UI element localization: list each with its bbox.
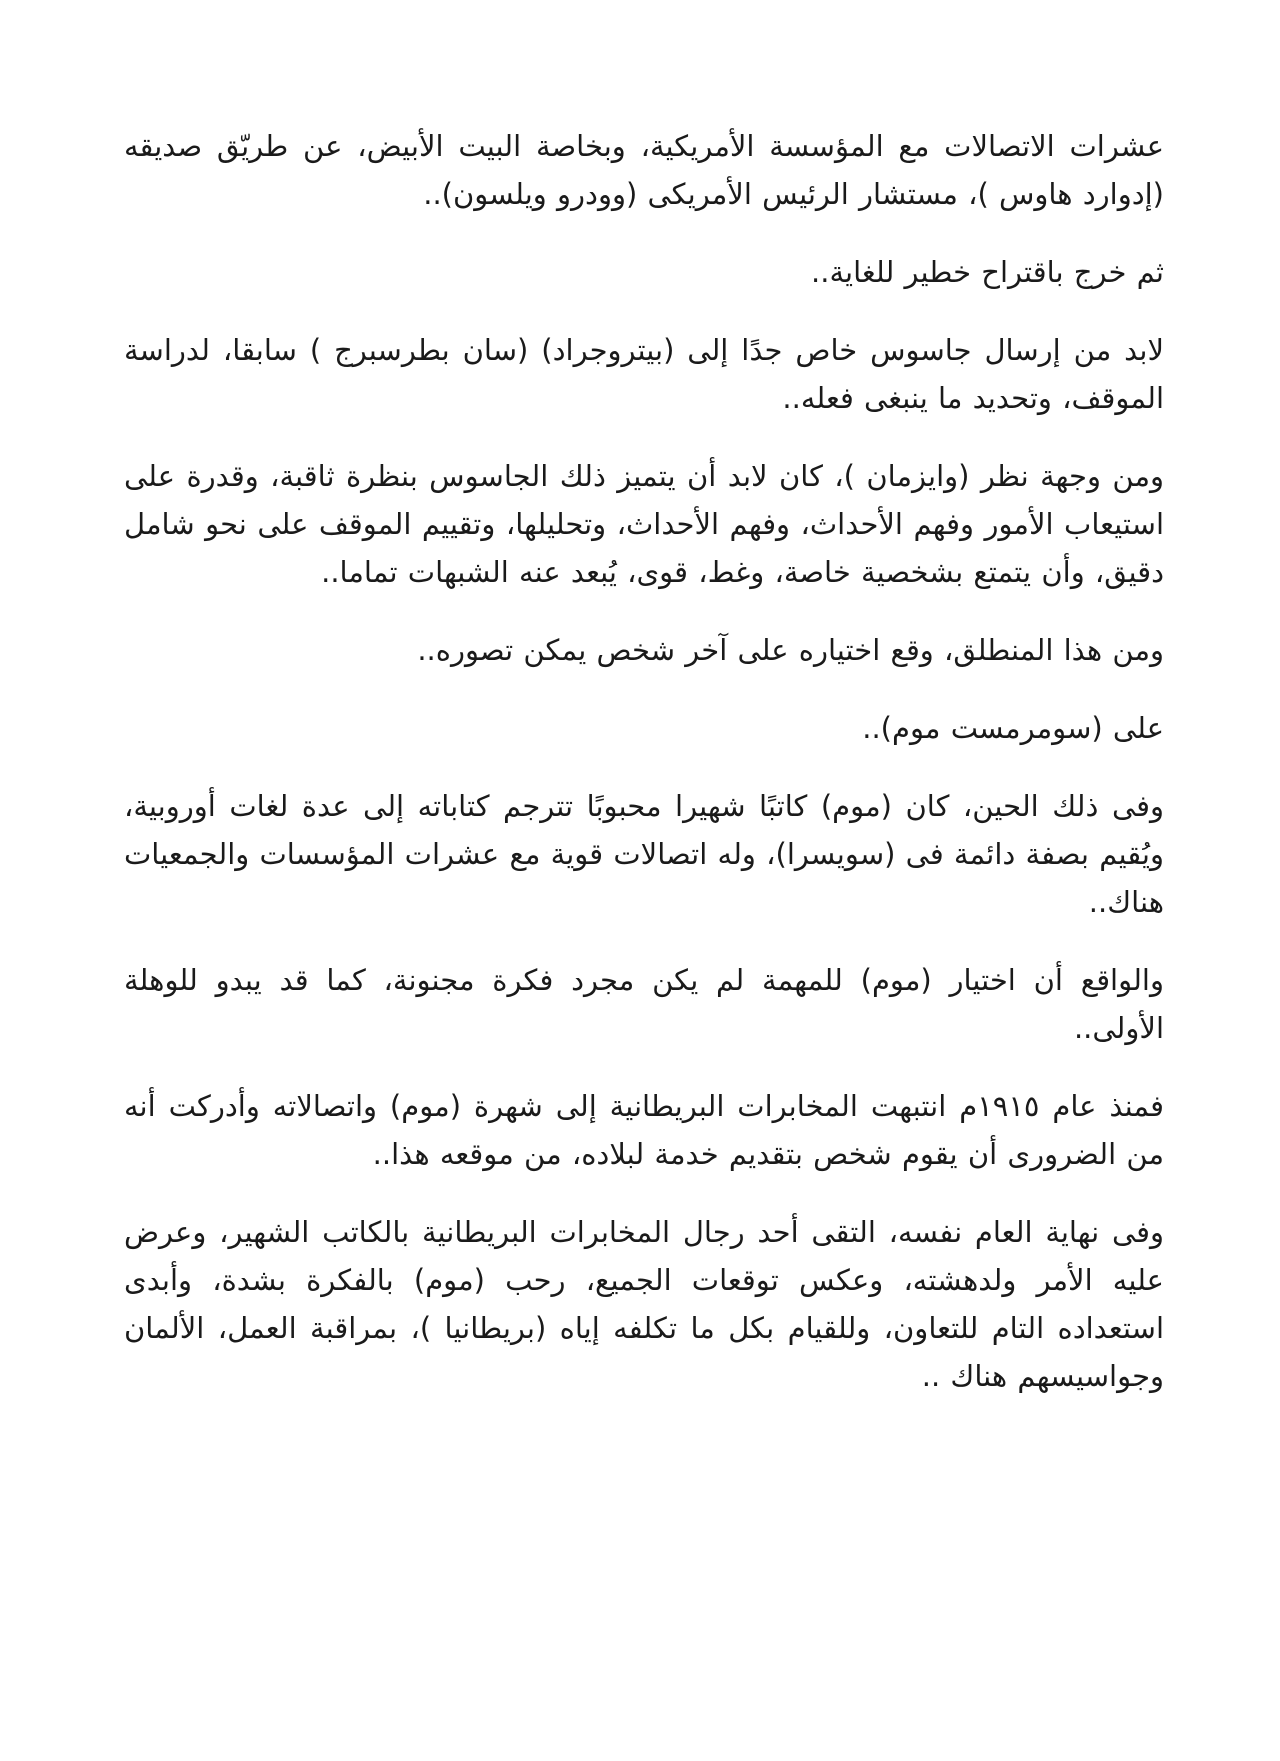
paragraph-9: فمنذ عام ١٩١٥م انتبهت المخابرات البريطانية إلى شهرة (موم) واتصالاته وأدركت أنه من الضرورى أن يقوم شخص بتقديم خدمة لبلاده، من موقعه هذا..: [124, 1089, 1164, 1171]
body-text: [124, 122, 1164, 1430]
paragraph-2: ثم خرج باقتراح خطير للغاية..: [811, 255, 1164, 289]
paragraph-4: ومن وجهة نظر (وايزمان )، كان لابد أن يتميز ذلك الجاسوس بنظرة ثاقبة، وقدرة على استيعاب الأمور وفهم الأحداث، وفهم الأحداث، وتحليلها، وتقييم الموقف على نحو شامل دقيق، وأن يتمتع بشخصية خاصة، وغط، قوى، يُبعد عنه الشبهات تماما..: [124, 459, 1164, 589]
paragraph-3: لابد من إرسال جاسوس خاص جدًا إلى (بيتروجراد) (سان بطرسبرج ) سابقا، لدراسة الموقف، وتحديد ما ينبغى فعله..: [124, 333, 1164, 415]
paragraph-8: والواقع أن اختيار (موم) للمهمة لم يكن مجرد فكرة مجنونة، كما قد يبدو للوهلة الأولى..: [124, 963, 1164, 1045]
paragraph-10: وفى نهاية العام نفسه، التقى أحد رجال المخابرات البريطانية بالكاتب الشهير، وعرض عليه الأمر ولدهشته، وعكس توقعات الجميع، رحب (موم) بالفكرة بشدة، وأبدى استعداده التام للتعاون، وللقيام بكل ما تكلفه إياه (بريطانيا )، بمراقبة العمل، الألمان وجواسيسهم هناك ..: [124, 1215, 1164, 1393]
paragraph-7: وفى ذلك الحين، كان (موم) كاتبًا شهيرا محبوبًا تترجم كتاباته إلى عدة لغات أوروبية، ويُقيم بصفة دائمة فى (سويسرا)، وله اتصالات قوية مع عشرات المؤسسات والجمعيات هناك..: [124, 789, 1164, 919]
paragraph-1: عشرات الاتصالات مع المؤسسة الأمريكية، وبخاصة البيت الأبيض، عن طريّق صديقه (إدوارد هاوس )، مستشار الرئيس الأمريكى (وودرو ويلسون)..: [124, 129, 1164, 211]
paragraph-6: على (سومرمست موم)..: [862, 711, 1164, 745]
paragraph-5: ومن هذا المنطلق، وقع اختياره على آخر شخص يمكن تصوره..: [417, 633, 1164, 667]
